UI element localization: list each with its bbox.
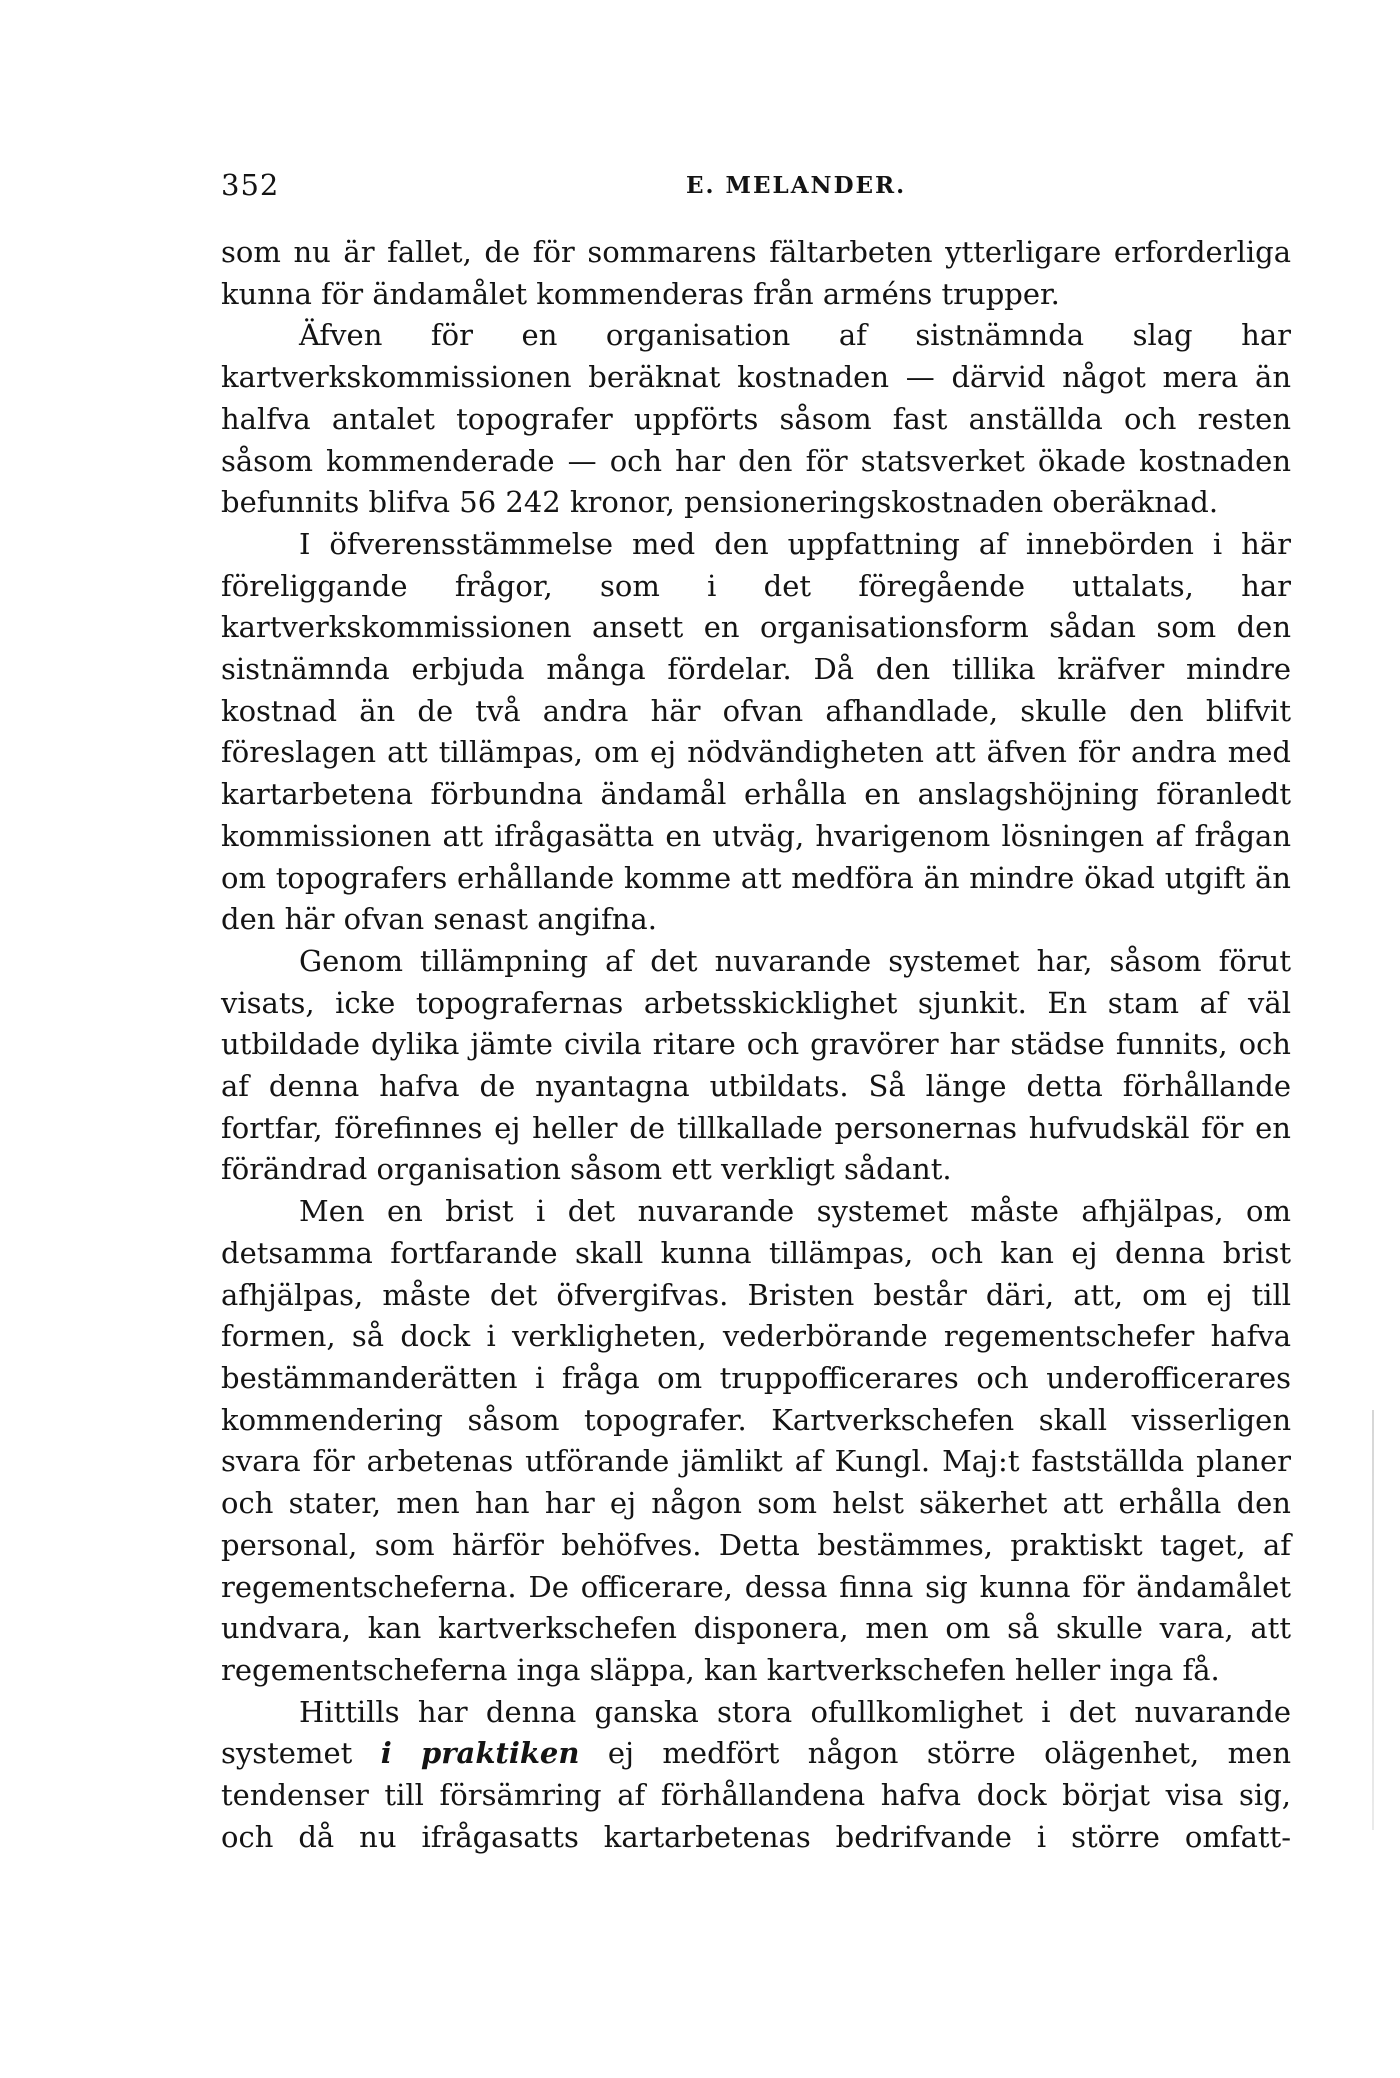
paragraph-2: Äfven för en organisation af sistnämnda slag har kartverkskommissionen beräknat kostnaden — därvid något mera än halfva antalet topografer uppförts såsom fast anställda och resten såsom kommenderade — och har den för statsverket ökade kostnaden befunnits blifva 56 242 kronor, pensioneringskostnaden oberäknad. <box>221 318 1291 520</box>
paragraph-3: I öfverensstämmelse med den uppfattning af innebörden i här föreliggande frågor, som i det föregående uttalats, har kartverkskommissionen ansett en organisationsform sådan som den sistnämnda erbjuda många fördelar. Då den tillika kräfver mindre kostnad än de två andra här ofvan afhandlade, skulle den blifvit föreslagen att tillämpas, om ej nödvändigheten att äfven för andra med kartarbetena förbundna ändamål erhålla en anslagshöjning föranledt kommissionen att ifrågasätta en utväg, hvarigenom lösningen af frågan om topografers erhållande komme att medföra än mindre ökad utgift än den här ofvan senast angifna. <box>221 526 1291 937</box>
paragraph-5: Men en brist i det nuvarande systemet måste afhjälpas, om detsamma fortfarande skall kunna tillämpas, och kan ej denna brist afhjälpas, måste det öfvergifvas. Bristen består däri, att, om ej till formen, så dock i verkligheten, vederbörande regementschefer hafva bestämmanderätten i fråga om truppofficerares och underofficerares kommendering såsom topografer. Kartverkschefen skall visserligen svara för arbetenas utförande jämlikt af Kungl. Maj:t fastställda planer och stater, men han har ej någon som helst säkerhet att erhålla den personal, som härför behöfves. Detta bestämmes, praktiskt taget, af regementscheferna. De officerare, dessa finna sig kunna för ändamålet undvara, kan kartverkschefen disponera, men om så skulle vara, att regementscheferna inga släppa, kan kartverkschefen heller inga få. <box>221 1194 1291 1687</box>
paragraph-6-start: Hittills har denna ganska stora ofullkomlighet i det nuvarande systemet <box>221 1694 1291 1771</box>
running-head-author: E. MELANDER. <box>686 172 907 199</box>
body-text <box>221 232 1291 1858</box>
paragraph-1: som nu är fallet, de för sommarens fältarbeten ytterligare erforderliga kunna för ändamålet kommenderas från arméns trupper. <box>221 235 1291 311</box>
paragraph-6-end: ej medfört någon större olägenhet, men tendenser till försämring af förhållandena hafva dock börjat visa sig, och då nu ifrågasatts kartarbetenas bedrifvande i större omfatt- <box>221 1736 1291 1854</box>
running-head <box>221 168 1291 208</box>
paragraph-6 <box>221 1692 1291 1859</box>
page-number: 352 <box>221 168 280 202</box>
emphasis-i-praktiken: i praktiken <box>380 1736 580 1771</box>
scan-edge-mark <box>1372 1410 1374 1830</box>
paragraph-4: Genom tillämpning af det nuvarande systemet har, såsom förut visats, icke topografernas arbetsskicklighet sjunkit. En stam af väl utbildade dylika jämte civila ritare och gravörer har städse funnits, och af denna hafva de nyantagna utbildats. Så länge detta förhållande fortfar, förefinnes ej heller de tillkallade personernas hufvudskäl för en förändrad organisation såsom ett verkligt sådant. <box>221 943 1291 1187</box>
